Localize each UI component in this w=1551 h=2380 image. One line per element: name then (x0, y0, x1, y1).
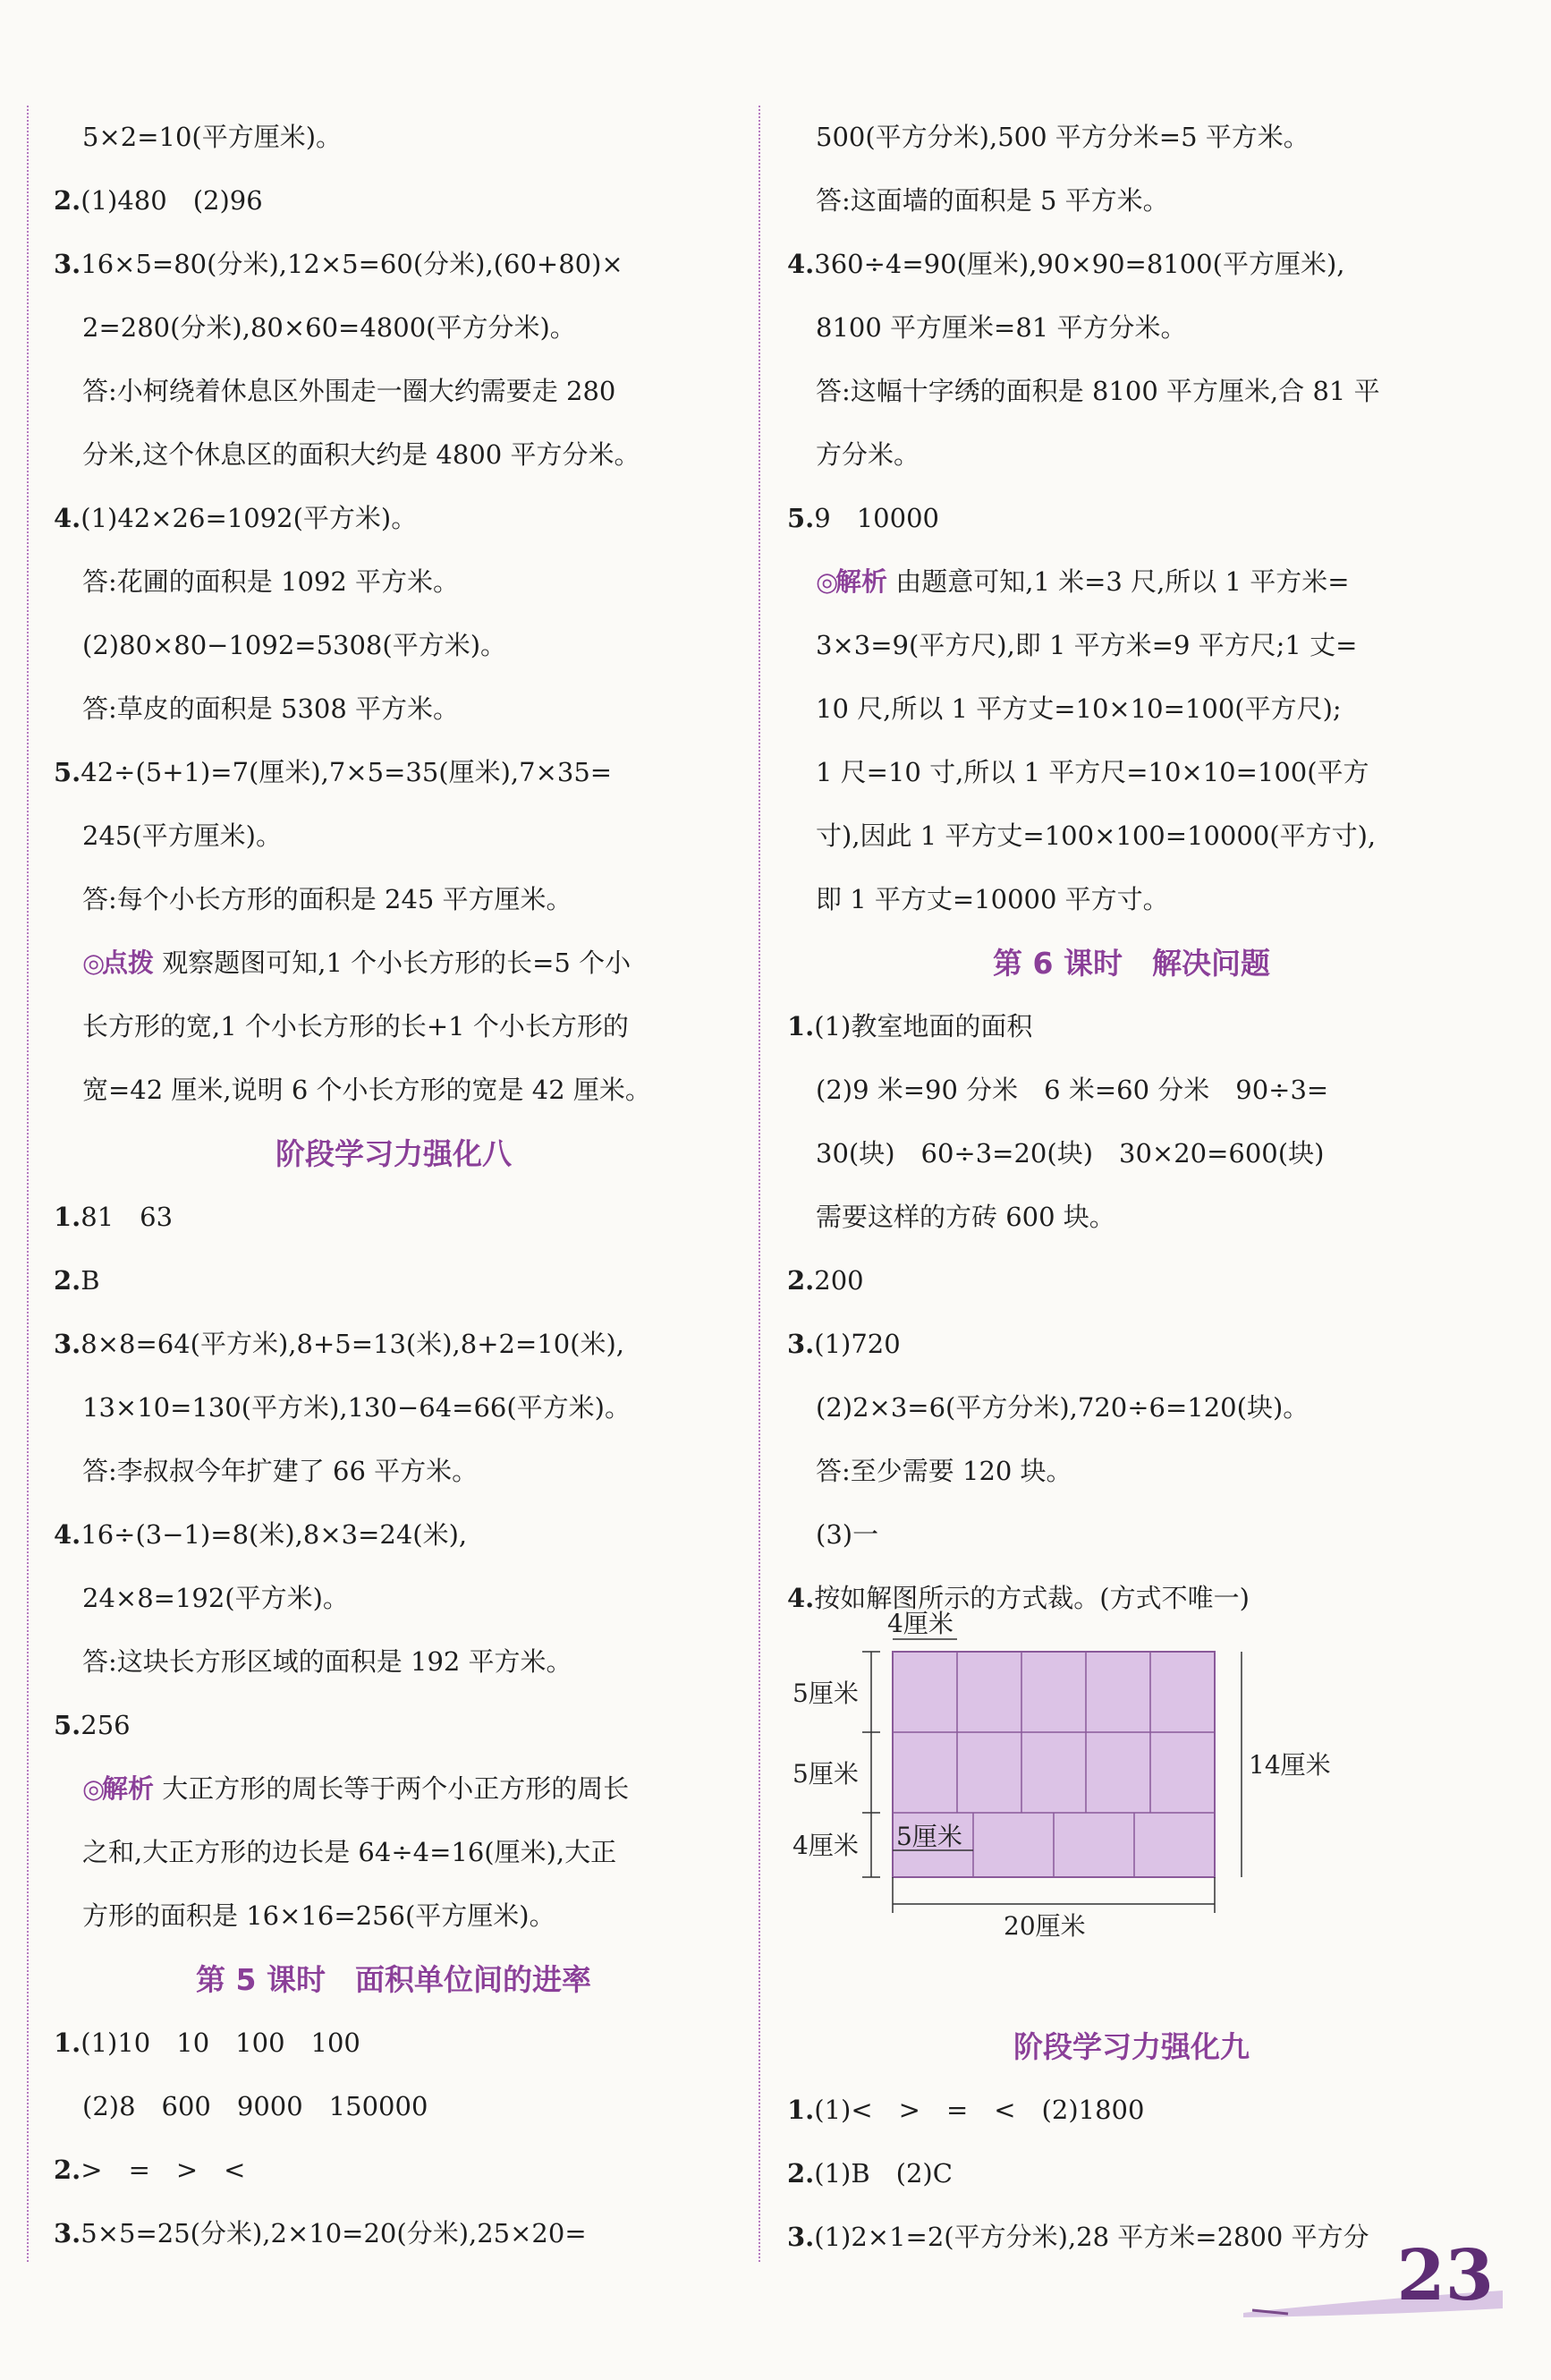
answer-line (54, 1058, 733, 1122)
line-text: 答:这面墙的面积是 5 平方米。 (816, 185, 1169, 216)
line-text: 8×8=64(平方米),8+5=13(米),8+2=10(米), (81, 1329, 625, 1359)
left-column (54, 106, 733, 2265)
dim-label-bottom: 20厘米 (1004, 1911, 1086, 1941)
line-text: 9 10000 (814, 503, 939, 533)
dim-label-top: 4厘米 (887, 1609, 953, 1638)
tile-cut-diagram (787, 1609, 1476, 2015)
answer-line (787, 1186, 1476, 1249)
answer-line (54, 550, 733, 614)
answer-line (787, 550, 1476, 614)
answer-line (787, 741, 1476, 804)
line-text: 8100 平方厘米=81 平方分米。 (816, 312, 1187, 343)
line-text: 方形的面积是 16×16=256(平方厘米)。 (82, 1900, 555, 1931)
line-text: 宽=42 厘米,说明 6 个小长方形的宽是 42 厘米。 (82, 1075, 651, 1105)
answer-line (787, 677, 1476, 741)
line-text: B (81, 1265, 100, 1296)
answer-line (787, 423, 1476, 487)
line-text: 答:这幅十字绣的面积是 8100 平方厘米,合 81 平 (816, 376, 1380, 406)
line-text: (3)一 (816, 1519, 879, 1550)
answer-line (54, 1503, 733, 1567)
question-number: 5. (54, 1710, 81, 1740)
question-number: 2. (54, 185, 81, 216)
line-text: (1)10 10 100 100 (81, 2027, 360, 2058)
answer-line (54, 741, 733, 804)
question-number: 4. (54, 1519, 81, 1550)
line-text: 由题意可知,1 米=3 尺,所以 1 平方米= (887, 566, 1350, 597)
question-number: 5. (54, 757, 81, 787)
line-text: 即 1 平方丈=10000 平方寸。 (816, 884, 1169, 914)
answer-line (54, 2011, 733, 2075)
line-text: 答:每个小长方形的面积是 245 平方厘米。 (82, 884, 572, 914)
answer-line (787, 487, 1476, 550)
line-text: 5×2=10(平方厘米)。 (82, 122, 343, 152)
answer-line (787, 1313, 1476, 1376)
line-text: 42÷(5+1)=7(厘米),7×5=35(厘米),7×35= (81, 757, 613, 787)
line-text: (1)B (2)C (814, 2158, 953, 2189)
line-text: 答:花圃的面积是 1092 平方米。 (82, 566, 460, 597)
question-number: 2. (54, 1265, 81, 1296)
answer-line (54, 931, 733, 995)
line-text: 答:小柯绕着休息区外围走一圈大约需要走 280 (82, 376, 616, 406)
answer-line (787, 360, 1476, 423)
line-text: (1)< > = < (2)1800 (814, 2095, 1145, 2125)
dim-label-left-1: 5厘米 (792, 1679, 859, 1708)
line-text: 答:至少需要 120 块。 (816, 1456, 1072, 1486)
answer-line (787, 1249, 1476, 1313)
line-text: 观察题图可知,1 个小长方形的长=5 个小 (154, 948, 631, 978)
answer-line (54, 1884, 733, 1948)
line-text: 方分米。 (816, 439, 920, 470)
answer-line (787, 995, 1476, 1058)
line-text: 分米,这个休息区的面积大约是 4800 平方分米。 (82, 439, 640, 470)
answer-line (54, 2202, 733, 2265)
answer-line (54, 1694, 733, 1757)
answer-line (54, 804, 733, 868)
line-text: 大正方形的周长等于两个小正方形的周长 (154, 1773, 630, 1804)
answer-line (54, 106, 733, 169)
line-text: 答:草皮的面积是 5308 平方米。 (82, 693, 460, 724)
line-text: 16×5=80(分米),12×5=60(分米),(60+80)× (81, 249, 623, 279)
question-number: 4. (787, 1583, 815, 1613)
line-text: 答:这块长方形区域的面积是 192 平方米。 (82, 1646, 572, 1677)
column-divider-left (27, 106, 29, 2262)
answer-line (787, 1503, 1476, 1567)
answer-line (54, 487, 733, 550)
question-number: 1. (54, 2027, 81, 2058)
question-number: 3. (54, 1329, 81, 1359)
answer-line (787, 614, 1476, 677)
line-text: 5×5=25(分米),2×10=20(分米),25×20= (81, 2218, 587, 2248)
question-number: 4. (54, 503, 81, 533)
answer-line (54, 868, 733, 931)
line-text: (2)80×80−1092=5308(平方米)。 (82, 630, 507, 660)
answer-line (54, 1186, 733, 1249)
line-text: 200 (814, 1265, 864, 1296)
note-tag (816, 566, 887, 597)
answer-line (787, 2078, 1476, 2142)
question-number: 3. (54, 2218, 81, 2248)
answer-line (54, 1567, 733, 1630)
note-tag (82, 1773, 154, 1804)
answer-line (54, 169, 733, 233)
answer-line (54, 1757, 733, 1821)
line-text: (2)9 米=90 分米 6 米=60 分米 90÷3= (816, 1075, 1329, 1105)
line-text: 按如解图所示的方式裁。(方式不唯一) (814, 1583, 1250, 1613)
answer-line (787, 868, 1476, 931)
question-number: 4. (787, 249, 815, 279)
answer-line (787, 296, 1476, 360)
answer-line (54, 1313, 733, 1376)
section-heading: 阶段学习力强化八 (275, 1136, 512, 1171)
dim-label-left-2: 5厘米 (792, 1759, 859, 1789)
answer-line (787, 1058, 1476, 1122)
line-text: 24×8=192(平方米)。 (82, 1583, 349, 1613)
answer-line (54, 1249, 733, 1313)
line-text: (1)480 (2)96 (81, 185, 263, 216)
line-text: 245(平方厘米)。 (82, 820, 282, 851)
dim-label-inner: 5厘米 (896, 1822, 962, 1851)
answer-line (787, 804, 1476, 868)
answer-line (54, 1440, 733, 1503)
dim-label-right: 14厘米 (1249, 1750, 1331, 1780)
question-number: 2. (787, 2158, 815, 2189)
line-text: (1)42×26=1092(平方米)。 (81, 503, 418, 533)
line-text: 寸),因此 1 平方丈=100×100=10000(平方寸), (816, 820, 1377, 851)
line-text: (1)720 (814, 1329, 901, 1359)
section-heading: 阶段学习力强化九 (1013, 2029, 1250, 2064)
question-number: 1. (787, 2095, 815, 2125)
answer-line (54, 233, 733, 296)
answer-line (787, 169, 1476, 233)
answer-line (54, 2138, 733, 2202)
answer-line (54, 677, 733, 741)
note-icon: ◎ (82, 1773, 106, 1804)
note-label: 解析 (835, 566, 888, 597)
note-label: 解析 (102, 1773, 155, 1804)
answer-line (787, 106, 1476, 169)
section-heading: 第 5 课时 面积单位间的进率 (196, 1962, 591, 1997)
line-text: 之和,大正方形的边长是 64÷4=16(厘米),大正 (82, 1837, 617, 1867)
dim-label-left-3: 4厘米 (792, 1831, 859, 1860)
note-icon: ◎ (816, 566, 839, 597)
line-text: 81 63 (81, 1202, 174, 1232)
line-text: 256 (81, 1710, 131, 1740)
line-text: 500(平方分米),500 平方分米=5 平方米。 (816, 122, 1309, 152)
answer-line (54, 2075, 733, 2138)
answer-line (54, 423, 733, 487)
answer-line (54, 1821, 733, 1884)
line-text: 1 尺=10 寸,所以 1 平方尺=10×10=100(平方 (816, 757, 1369, 787)
note-label: 点拨 (102, 948, 155, 978)
question-number: 1. (54, 1202, 81, 1232)
line-text: 长方形的宽,1 个小长方形的长+1 个小长方形的 (82, 1011, 629, 1041)
page-footer (1234, 2228, 1530, 2335)
note-icon: ◎ (82, 948, 106, 978)
answer-line (54, 1376, 733, 1440)
question-number: 2. (54, 2155, 81, 2185)
line-text: (2)2×3=6(平方分米),720÷6=120(块)。 (816, 1392, 1309, 1423)
answer-line (787, 1440, 1476, 1503)
answer-line (54, 614, 733, 677)
line-text: 360÷4=90(厘米),90×90=8100(平方厘米), (814, 249, 1345, 279)
answer-line (54, 360, 733, 423)
line-text: 需要这样的方砖 600 块。 (816, 1202, 1115, 1232)
line-text: 30(块) 60÷3=20(块) 30×20=600(块) (816, 1138, 1325, 1169)
answer-line (787, 233, 1476, 296)
question-number: 1. (787, 1011, 815, 1041)
page-number: 23 (1396, 2235, 1494, 2316)
question-number: 5. (787, 503, 815, 533)
answer-line (787, 2142, 1476, 2206)
answer-line (54, 296, 733, 360)
right-column (787, 106, 1476, 2269)
diagram-svg (787, 1609, 1413, 2015)
line-text: (1)教室地面的面积 (814, 1011, 1033, 1041)
answer-line (54, 995, 733, 1058)
question-number: 3. (787, 1329, 815, 1359)
line-text: 16÷(3−1)=8(米),8×3=24(米), (81, 1519, 468, 1550)
note-tag (82, 948, 154, 978)
question-number: 3. (54, 249, 81, 279)
line-text: (1)2×1=2(平方分米),28 平方米=2800 平方分 (814, 2222, 1369, 2252)
answer-line (787, 1376, 1476, 1440)
line-text: > = > < (81, 2155, 246, 2185)
answer-line (54, 1630, 733, 1694)
answer-line (787, 1122, 1476, 1186)
line-text: 2=280(分米),80×60=4800(平方分米)。 (82, 312, 576, 343)
question-number: 3. (787, 2222, 815, 2252)
section-heading: 第 6 课时 解决问题 (993, 946, 1270, 981)
line-text: (2)8 600 9000 150000 (82, 2091, 428, 2121)
line-text: 13×10=130(平方米),130−64=66(平方米)。 (82, 1392, 631, 1423)
line-text: 10 尺,所以 1 平方丈=10×10=100(平方尺); (816, 693, 1342, 724)
line-text: 3×3=9(平方尺),即 1 平方米=9 平方尺;1 丈= (816, 630, 1358, 660)
question-number: 2. (787, 1265, 815, 1296)
column-divider-center (759, 106, 760, 2262)
line-text: 答:李叔叔今年扩建了 66 平方米。 (82, 1456, 479, 1486)
